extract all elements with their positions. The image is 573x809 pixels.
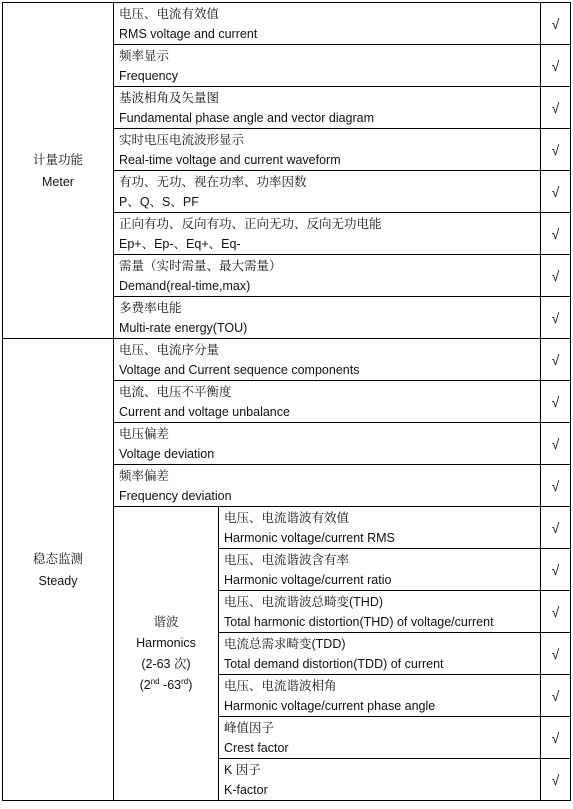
feature-name-en: Frequency bbox=[119, 68, 179, 83]
feature-cell bbox=[219, 633, 541, 675]
check-mark: √ bbox=[541, 171, 571, 213]
feature-cell bbox=[114, 171, 541, 213]
feature-name-zh: 电压、电流谐波相角 bbox=[224, 678, 337, 693]
feature-cell bbox=[219, 717, 541, 759]
check-mark: √ bbox=[541, 255, 571, 297]
feature-cell bbox=[114, 381, 541, 423]
check-mark: √ bbox=[541, 633, 571, 675]
check-mark: √ bbox=[541, 675, 571, 717]
feature-spec-table bbox=[2, 2, 571, 801]
feature-cell bbox=[219, 591, 541, 633]
feature-name-en: K-factor bbox=[224, 782, 268, 797]
meter-label-zh: 计量功能 bbox=[32, 152, 83, 167]
steady-group-cell bbox=[3, 339, 114, 801]
check-mark: √ bbox=[541, 45, 571, 87]
harmonics-group-cell bbox=[114, 507, 219, 801]
steady-label-en: Steady bbox=[38, 573, 78, 588]
feature-name-zh: 需量（实时需量、最大需量） bbox=[119, 258, 282, 273]
check-mark: √ bbox=[541, 297, 571, 339]
check-mark: √ bbox=[541, 3, 571, 45]
check-mark: √ bbox=[541, 381, 571, 423]
feature-cell bbox=[114, 213, 541, 255]
feature-cell bbox=[114, 129, 541, 171]
check-mark: √ bbox=[541, 339, 571, 381]
feature-name-en: Multi-rate energy(TOU) bbox=[119, 320, 248, 335]
harmonics-range-en: (2nd -63rd) bbox=[139, 676, 193, 692]
check-mark: √ bbox=[541, 465, 571, 507]
check-mark: √ bbox=[541, 549, 571, 591]
feature-name-en: Real-time voltage and current waveform bbox=[119, 152, 341, 167]
feature-cell bbox=[114, 465, 541, 507]
check-mark: √ bbox=[541, 213, 571, 255]
feature-cell bbox=[219, 549, 541, 591]
feature-cell bbox=[114, 423, 541, 465]
feature-name-en: Voltage deviation bbox=[119, 446, 215, 461]
feature-name-en: Demand(real-time,max) bbox=[119, 278, 251, 293]
feature-name-zh: 峰值因子 bbox=[224, 720, 275, 735]
feature-name-en: Total harmonic distortion(THD) of voltage/current bbox=[224, 614, 494, 629]
meter-label-en: Meter bbox=[42, 174, 74, 189]
feature-name-zh: 多费率电能 bbox=[119, 300, 182, 315]
feature-name-zh: 电压、电流谐波总畸变(THD) bbox=[224, 594, 384, 609]
feature-name-en: Frequency deviation bbox=[119, 488, 232, 503]
feature-cell bbox=[219, 759, 541, 801]
check-mark: √ bbox=[541, 507, 571, 549]
feature-cell bbox=[219, 675, 541, 717]
feature-name-zh: 电压、电流有效值 bbox=[119, 6, 220, 21]
feature-cell bbox=[114, 45, 541, 87]
feature-name-zh: 实时电压电流波形显示 bbox=[119, 132, 245, 147]
check-mark: √ bbox=[541, 423, 571, 465]
feature-name-zh: 频率显示 bbox=[119, 48, 170, 63]
meter-group-cell bbox=[3, 3, 114, 339]
feature-cell bbox=[114, 255, 541, 297]
feature-name-en: P、Q、S、PF bbox=[119, 194, 199, 209]
harmonics-range-zh: (2-63 次) bbox=[141, 656, 191, 671]
feature-name-zh: 正向有功、反向有功、正向无功、反向无功电能 bbox=[119, 216, 382, 231]
feature-name-zh: 电压、电流序分量 bbox=[119, 342, 220, 357]
feature-name-en: Fundamental phase angle and vector diagram bbox=[119, 110, 375, 125]
feature-name-zh: 基波相角及矢量图 bbox=[119, 90, 220, 105]
feature-name-en: Crest factor bbox=[224, 740, 289, 755]
check-mark: √ bbox=[541, 759, 571, 801]
feature-name-en: Voltage and Current sequence components bbox=[119, 362, 360, 377]
feature-cell bbox=[114, 3, 541, 45]
feature-name-zh: K 因子 bbox=[224, 762, 261, 777]
feature-name-zh: 有功、无功、视在功率、功率因数 bbox=[119, 174, 307, 189]
feature-name-en: Total demand distortion(TDD) of current bbox=[224, 656, 444, 671]
check-mark: √ bbox=[541, 129, 571, 171]
feature-name-zh: 电压、电流谐波有效值 bbox=[224, 510, 350, 525]
feature-name-en: Harmonic voltage/current ratio bbox=[224, 572, 392, 587]
feature-name-en: Current and voltage unbalance bbox=[119, 404, 290, 419]
feature-name-zh: 电压偏差 bbox=[119, 426, 170, 441]
check-mark: √ bbox=[541, 87, 571, 129]
feature-name-zh: 电压、电流谐波含有率 bbox=[224, 552, 350, 567]
harmonics-label-zh: 谐波 bbox=[153, 614, 179, 629]
feature-name-zh: 电流、电压不平衡度 bbox=[119, 384, 232, 399]
check-mark: √ bbox=[541, 717, 571, 759]
feature-name-en: RMS voltage and current bbox=[119, 26, 258, 41]
table-row bbox=[3, 339, 571, 381]
feature-cell bbox=[219, 507, 541, 549]
feature-name-zh: 频率偏差 bbox=[119, 468, 170, 483]
feature-cell bbox=[114, 297, 541, 339]
feature-cell bbox=[114, 339, 541, 381]
feature-name-zh: 电流总需求畸变(TDD) bbox=[224, 636, 346, 651]
check-mark: √ bbox=[541, 591, 571, 633]
feature-cell bbox=[114, 87, 541, 129]
feature-name-en: Ep+、Ep-、Eq+、Eq- bbox=[119, 236, 241, 251]
steady-label-zh: 稳态监测 bbox=[32, 551, 83, 566]
table-row bbox=[3, 3, 571, 45]
feature-name-en: Harmonic voltage/current phase angle bbox=[224, 698, 436, 713]
feature-name-en: Harmonic voltage/current RMS bbox=[224, 530, 395, 545]
harmonics-label-en: Harmonics bbox=[136, 635, 196, 650]
